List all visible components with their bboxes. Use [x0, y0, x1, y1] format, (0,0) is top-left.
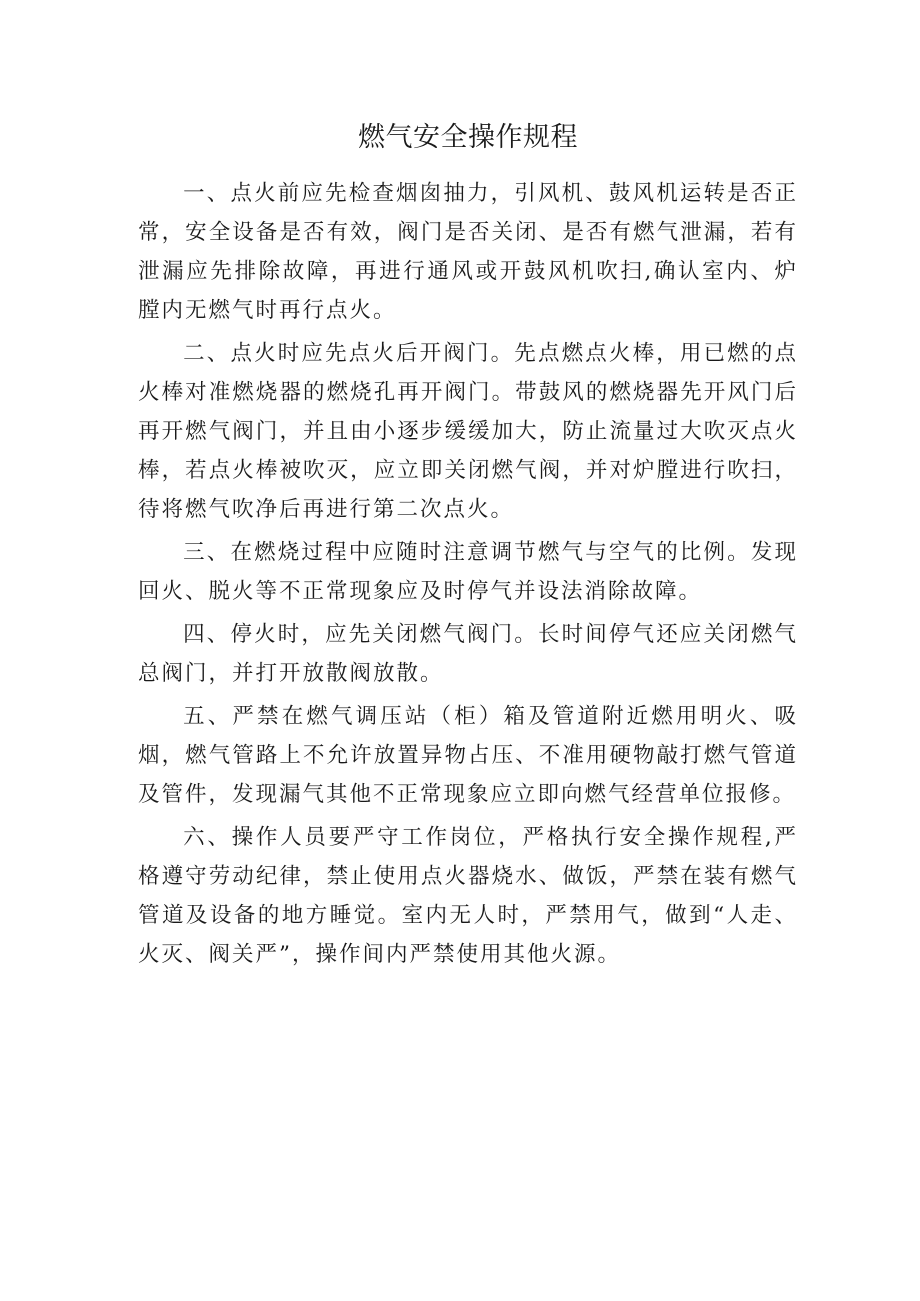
paragraph-3-combustion-adjustment: 三、在燃烧过程中应随时注意调节燃气与空气的比例。发现回火、脱火等不正常现象应及时停气并设法消除故障。 [138, 540, 798, 604]
document-page [138, 112, 798, 978]
paragraph-4-shutdown: 四、停火时，应先关闭燃气阀门。长时间停气还应关闭燃气总阀门，并打开放散阀放散。 [138, 622, 798, 686]
document-title: 燃气安全操作规程 [358, 122, 578, 153]
paragraph-5-prohibitions: 五、严禁在燃气调压站（柜）箱及管道附近燃用明火、吸烟，燃气管路上不允许放置异物占压、不准用硬物敲打燃气管道及管件，发现漏气其他不正常现象应立即向燃气经营单位报修。 [138, 704, 798, 807]
paragraph-2-ignition-procedure: 二、点火时应先点火后开阀门。先点燃点火棒，用已燃的点火棒对准燃烧器的燃烧孔再开阀门。带鼓风的燃烧器先开风门后再开燃气阀门，并且由小逐步缓缓加大，防止流量过大吹灭点火棒，若点火棒被吹灭，应立即关闭燃气阀，并对炉膛进行吹扫，待将燃气吹净后再进行第二次点火。 [138, 341, 798, 522]
paragraph-1-ignition-check: 一、点火前应先检查烟囱抽力，引风机、鼓风机运转是否正常，安全设备是否有效，阀门是否关闭、是否有燃气泄漏，若有泄漏应先排除故障，再进行通风或开鼓风机吹扫,确认室内、炉膛内无燃气时再行点火。 [138, 181, 798, 323]
paragraph-6-operator-duties: 六、操作人员要严守工作岗位，严格执行安全操作规程,严格遵守劳动纪律，禁止使用点火器烧水、做饭，严禁在装有燃气管道及设备的地方睡觉。室内无人时，严禁用气，做到“人走、火灭、阀关严”，操作间内严禁使用其他火源。 [138, 825, 798, 967]
